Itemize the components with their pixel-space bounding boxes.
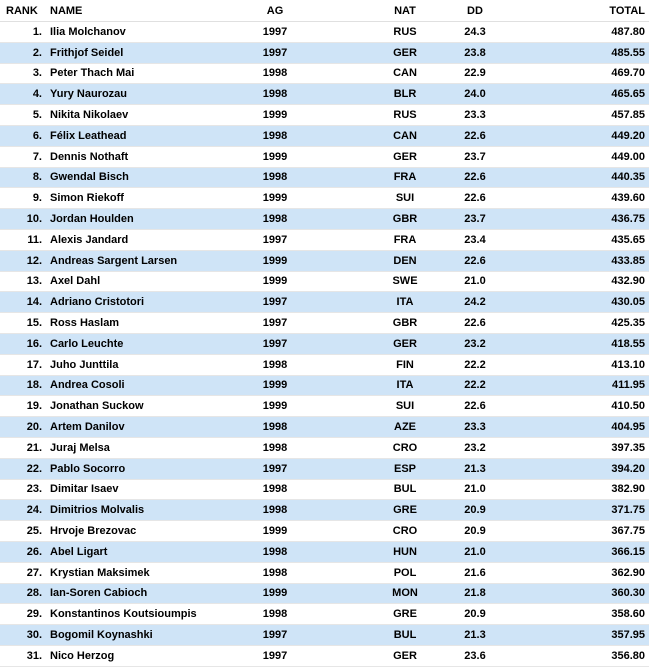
rank-cell: 14. [0, 292, 46, 313]
rank-cell: 10. [0, 209, 46, 230]
dd-cell: 22.2 [440, 375, 510, 396]
spacer-cell [310, 604, 370, 625]
table-row [0, 645, 649, 666]
table-row [0, 292, 649, 313]
total-cell: 410.50 [510, 396, 649, 417]
nat-cell: CRO [370, 521, 440, 542]
nat-cell: FRA [370, 229, 440, 250]
total-cell: 366.15 [510, 541, 649, 562]
rank-header: RANK [0, 0, 46, 22]
table-row [0, 541, 649, 562]
ag-cell: 1999 [240, 271, 310, 292]
ag-cell: 1997 [240, 42, 310, 63]
table-row [0, 625, 649, 646]
nat-cell: BUL [370, 479, 440, 500]
total-cell: 371.75 [510, 500, 649, 521]
dd-cell: 24.2 [440, 292, 510, 313]
total-cell: 362.90 [510, 562, 649, 583]
ag-cell: 1998 [240, 84, 310, 105]
nat-header: NAT [370, 0, 440, 22]
dd-cell: 23.7 [440, 209, 510, 230]
spacer-cell [310, 479, 370, 500]
table-row [0, 604, 649, 625]
name-cell: Konstantinos Koutsioumpis [46, 604, 240, 625]
name-cell: Nikita Nikolaev [46, 105, 240, 126]
total-cell: 430.05 [510, 292, 649, 313]
nat-cell: BUL [370, 625, 440, 646]
ag-cell: 1999 [240, 250, 310, 271]
nat-cell: CAN [370, 63, 440, 84]
spacer-cell [310, 313, 370, 334]
nat-cell: GER [370, 333, 440, 354]
total-cell: 397.35 [510, 437, 649, 458]
dd-cell: 22.6 [440, 167, 510, 188]
total-cell: 439.60 [510, 188, 649, 209]
spacer-cell [310, 292, 370, 313]
ag-cell: 1999 [240, 521, 310, 542]
rank-cell: 12. [0, 250, 46, 271]
dd-cell: 20.9 [440, 521, 510, 542]
name-cell: Bogomil Koynashki [46, 625, 240, 646]
ag-cell: 1998 [240, 209, 310, 230]
rank-cell: 16. [0, 333, 46, 354]
ag-cell: 1997 [240, 229, 310, 250]
nat-cell: GER [370, 645, 440, 666]
spacer-cell [310, 354, 370, 375]
dd-cell: 22.6 [440, 188, 510, 209]
dd-cell: 20.9 [440, 604, 510, 625]
name-cell: Axel Dahl [46, 271, 240, 292]
name-cell: Juho Junttila [46, 354, 240, 375]
spacer-cell [310, 22, 370, 43]
table-row [0, 42, 649, 63]
rank-cell: 19. [0, 396, 46, 417]
name-cell: Nico Herzog [46, 645, 240, 666]
rank-cell: 28. [0, 583, 46, 604]
dd-cell: 21.6 [440, 562, 510, 583]
rank-cell: 9. [0, 188, 46, 209]
table-row [0, 22, 649, 43]
spacer-cell [310, 84, 370, 105]
total-cell: 418.55 [510, 333, 649, 354]
rank-cell: 7. [0, 146, 46, 167]
spacer-cell [310, 437, 370, 458]
total-cell: 465.65 [510, 84, 649, 105]
spacer-cell [310, 188, 370, 209]
spacer-cell [310, 562, 370, 583]
total-cell: 449.00 [510, 146, 649, 167]
table-row [0, 84, 649, 105]
rank-cell: 20. [0, 417, 46, 438]
nat-cell: RUS [370, 22, 440, 43]
total-header: TOTAL [510, 0, 649, 22]
nat-cell: SUI [370, 396, 440, 417]
spacer-cell [310, 271, 370, 292]
nat-cell: SWE [370, 271, 440, 292]
table-row [0, 375, 649, 396]
dd-cell: 21.0 [440, 541, 510, 562]
nat-cell: ITA [370, 375, 440, 396]
ag-cell: 1997 [240, 333, 310, 354]
spacer-cell [310, 63, 370, 84]
nat-cell: ITA [370, 292, 440, 313]
name-cell: Artem Danilov [46, 417, 240, 438]
ag-cell: 1997 [240, 292, 310, 313]
name-cell: Abel Ligart [46, 541, 240, 562]
rank-cell: 26. [0, 541, 46, 562]
dd-header: DD [440, 0, 510, 22]
results-body [0, 22, 649, 667]
dd-cell: 22.6 [440, 396, 510, 417]
table-row [0, 209, 649, 230]
total-cell: 440.35 [510, 167, 649, 188]
rank-cell: 5. [0, 105, 46, 126]
name-cell: Pablo Socorro [46, 458, 240, 479]
name-cell: Adriano Cristotori [46, 292, 240, 313]
nat-cell: CAN [370, 125, 440, 146]
rank-cell: 11. [0, 229, 46, 250]
name-cell: Gwendal Bisch [46, 167, 240, 188]
rank-cell: 21. [0, 437, 46, 458]
rank-cell: 15. [0, 313, 46, 334]
table-row [0, 125, 649, 146]
dd-cell: 22.9 [440, 63, 510, 84]
table-row [0, 333, 649, 354]
ag-cell: 1997 [240, 22, 310, 43]
name-cell: Dennis Nothaft [46, 146, 240, 167]
ag-cell: 1999 [240, 396, 310, 417]
name-cell: Peter Thach Mai [46, 63, 240, 84]
table-row [0, 521, 649, 542]
name-cell: Frithjof Seidel [46, 42, 240, 63]
nat-cell: GRE [370, 500, 440, 521]
nat-cell: SUI [370, 188, 440, 209]
spacer-cell [310, 250, 370, 271]
dd-cell: 20.9 [440, 500, 510, 521]
ag-cell: 1998 [240, 63, 310, 84]
nat-cell: GER [370, 42, 440, 63]
total-cell: 360.30 [510, 583, 649, 604]
ag-cell: 1999 [240, 188, 310, 209]
spacer-cell [310, 521, 370, 542]
ag-cell: 1998 [240, 354, 310, 375]
nat-cell: CRO [370, 437, 440, 458]
table-row [0, 458, 649, 479]
rank-cell: 17. [0, 354, 46, 375]
total-cell: 457.85 [510, 105, 649, 126]
dd-cell: 21.3 [440, 625, 510, 646]
spacer-cell [310, 42, 370, 63]
table-row [0, 229, 649, 250]
results-header [0, 0, 649, 22]
ag-cell: 1998 [240, 541, 310, 562]
nat-cell: GRE [370, 604, 440, 625]
ag-cell: 1998 [240, 479, 310, 500]
total-cell: 425.35 [510, 313, 649, 334]
rank-cell: 23. [0, 479, 46, 500]
nat-cell: GBR [370, 313, 440, 334]
dd-cell: 24.3 [440, 22, 510, 43]
ag-cell: 1999 [240, 375, 310, 396]
total-cell: 469.70 [510, 63, 649, 84]
dd-cell: 21.3 [440, 458, 510, 479]
total-cell: 413.10 [510, 354, 649, 375]
dd-cell: 21.8 [440, 583, 510, 604]
rank-cell: 25. [0, 521, 46, 542]
table-row [0, 500, 649, 521]
name-cell: Krystian Maksimek [46, 562, 240, 583]
ag-cell: 1998 [240, 417, 310, 438]
name-cell: Ilia Molchanov [46, 22, 240, 43]
rank-cell: 1. [0, 22, 46, 43]
rank-cell: 6. [0, 125, 46, 146]
name-cell: Yury Naurozau [46, 84, 240, 105]
dd-cell: 24.0 [440, 84, 510, 105]
spacer-cell [310, 333, 370, 354]
rank-cell: 2. [0, 42, 46, 63]
total-cell: 357.95 [510, 625, 649, 646]
rank-cell: 4. [0, 84, 46, 105]
spacer-cell [310, 458, 370, 479]
nat-cell: RUS [370, 105, 440, 126]
name-cell: Ross Haslam [46, 313, 240, 334]
table-row [0, 313, 649, 334]
ag-cell: 1999 [240, 105, 310, 126]
spacer-cell [310, 167, 370, 188]
dd-cell: 23.3 [440, 105, 510, 126]
rank-cell: 8. [0, 167, 46, 188]
table-row [0, 417, 649, 438]
ag-cell: 1997 [240, 313, 310, 334]
rank-cell: 31. [0, 645, 46, 666]
spacer-cell [310, 645, 370, 666]
dd-cell: 23.3 [440, 417, 510, 438]
spacer-cell [310, 146, 370, 167]
name-cell: Alexis Jandard [46, 229, 240, 250]
total-cell: 485.55 [510, 42, 649, 63]
dd-cell: 23.2 [440, 437, 510, 458]
spacer-cell [310, 541, 370, 562]
total-cell: 435.65 [510, 229, 649, 250]
spacer-header [310, 0, 370, 22]
spacer-cell [310, 396, 370, 417]
table-row [0, 583, 649, 604]
nat-cell: HUN [370, 541, 440, 562]
name-cell: Hrvoje Brezovac [46, 521, 240, 542]
name-cell: Jonathan Suckow [46, 396, 240, 417]
table-row [0, 437, 649, 458]
ag-cell: 1997 [240, 625, 310, 646]
total-cell: 358.60 [510, 604, 649, 625]
name-cell: Andreas Sargent Larsen [46, 250, 240, 271]
ag-cell: 1997 [240, 645, 310, 666]
spacer-cell [310, 417, 370, 438]
table-row [0, 271, 649, 292]
table-row [0, 396, 649, 417]
table-row [0, 167, 649, 188]
name-cell: Dimitrios Molvalis [46, 500, 240, 521]
table-row [0, 105, 649, 126]
table-row [0, 479, 649, 500]
dd-cell: 21.0 [440, 479, 510, 500]
nat-cell: DEN [370, 250, 440, 271]
nat-cell: GER [370, 146, 440, 167]
ag-cell: 1998 [240, 562, 310, 583]
rank-cell: 18. [0, 375, 46, 396]
spacer-cell [310, 583, 370, 604]
ag-cell: 1997 [240, 458, 310, 479]
rank-cell: 13. [0, 271, 46, 292]
nat-cell: FRA [370, 167, 440, 188]
name-cell: Dimitar Isaev [46, 479, 240, 500]
nat-cell: FIN [370, 354, 440, 375]
total-cell: 432.90 [510, 271, 649, 292]
ag-cell: 1999 [240, 146, 310, 167]
ag-cell: 1998 [240, 125, 310, 146]
rank-cell: 30. [0, 625, 46, 646]
table-row [0, 354, 649, 375]
spacer-cell [310, 105, 370, 126]
total-cell: 433.85 [510, 250, 649, 271]
total-cell: 404.95 [510, 417, 649, 438]
name-cell: Jordan Houlden [46, 209, 240, 230]
ag-cell: 1998 [240, 500, 310, 521]
spacer-cell [310, 209, 370, 230]
nat-cell: POL [370, 562, 440, 583]
spacer-cell [310, 500, 370, 521]
ag-cell: 1998 [240, 437, 310, 458]
table-row [0, 250, 649, 271]
dd-cell: 23.6 [440, 645, 510, 666]
total-cell: 487.80 [510, 22, 649, 43]
spacer-cell [310, 125, 370, 146]
dd-cell: 23.4 [440, 229, 510, 250]
name-cell: Andrea Cosoli [46, 375, 240, 396]
spacer-cell [310, 229, 370, 250]
spacer-cell [310, 625, 370, 646]
total-cell: 382.90 [510, 479, 649, 500]
table-row [0, 562, 649, 583]
ag-cell: 1998 [240, 604, 310, 625]
nat-cell: BLR [370, 84, 440, 105]
rank-cell: 22. [0, 458, 46, 479]
dd-cell: 22.6 [440, 313, 510, 334]
table-row [0, 146, 649, 167]
nat-cell: ESP [370, 458, 440, 479]
name-cell: Carlo Leuchte [46, 333, 240, 354]
table-row [0, 63, 649, 84]
name-cell: Félix Leathead [46, 125, 240, 146]
dd-cell: 23.7 [440, 146, 510, 167]
total-cell: 449.20 [510, 125, 649, 146]
name-cell: Simon Riekoff [46, 188, 240, 209]
rank-cell: 3. [0, 63, 46, 84]
total-cell: 367.75 [510, 521, 649, 542]
header-row [0, 0, 649, 22]
nat-cell: AZE [370, 417, 440, 438]
dd-cell: 22.6 [440, 125, 510, 146]
ag-header: AG [240, 0, 310, 22]
nat-cell: GBR [370, 209, 440, 230]
nat-cell: MON [370, 583, 440, 604]
total-cell: 436.75 [510, 209, 649, 230]
rank-cell: 29. [0, 604, 46, 625]
name-cell: Ian-Soren Cabioch [46, 583, 240, 604]
spacer-cell [310, 375, 370, 396]
ag-cell: 1998 [240, 167, 310, 188]
total-cell: 394.20 [510, 458, 649, 479]
name-header: NAME [46, 0, 240, 22]
total-cell: 411.95 [510, 375, 649, 396]
dd-cell: 22.2 [440, 354, 510, 375]
ag-cell: 1999 [240, 583, 310, 604]
rank-cell: 24. [0, 500, 46, 521]
dd-cell: 23.8 [440, 42, 510, 63]
dd-cell: 22.6 [440, 250, 510, 271]
rank-cell: 27. [0, 562, 46, 583]
total-cell: 356.80 [510, 645, 649, 666]
name-cell: Juraj Melsa [46, 437, 240, 458]
dd-cell: 23.2 [440, 333, 510, 354]
table-row [0, 188, 649, 209]
dd-cell: 21.0 [440, 271, 510, 292]
